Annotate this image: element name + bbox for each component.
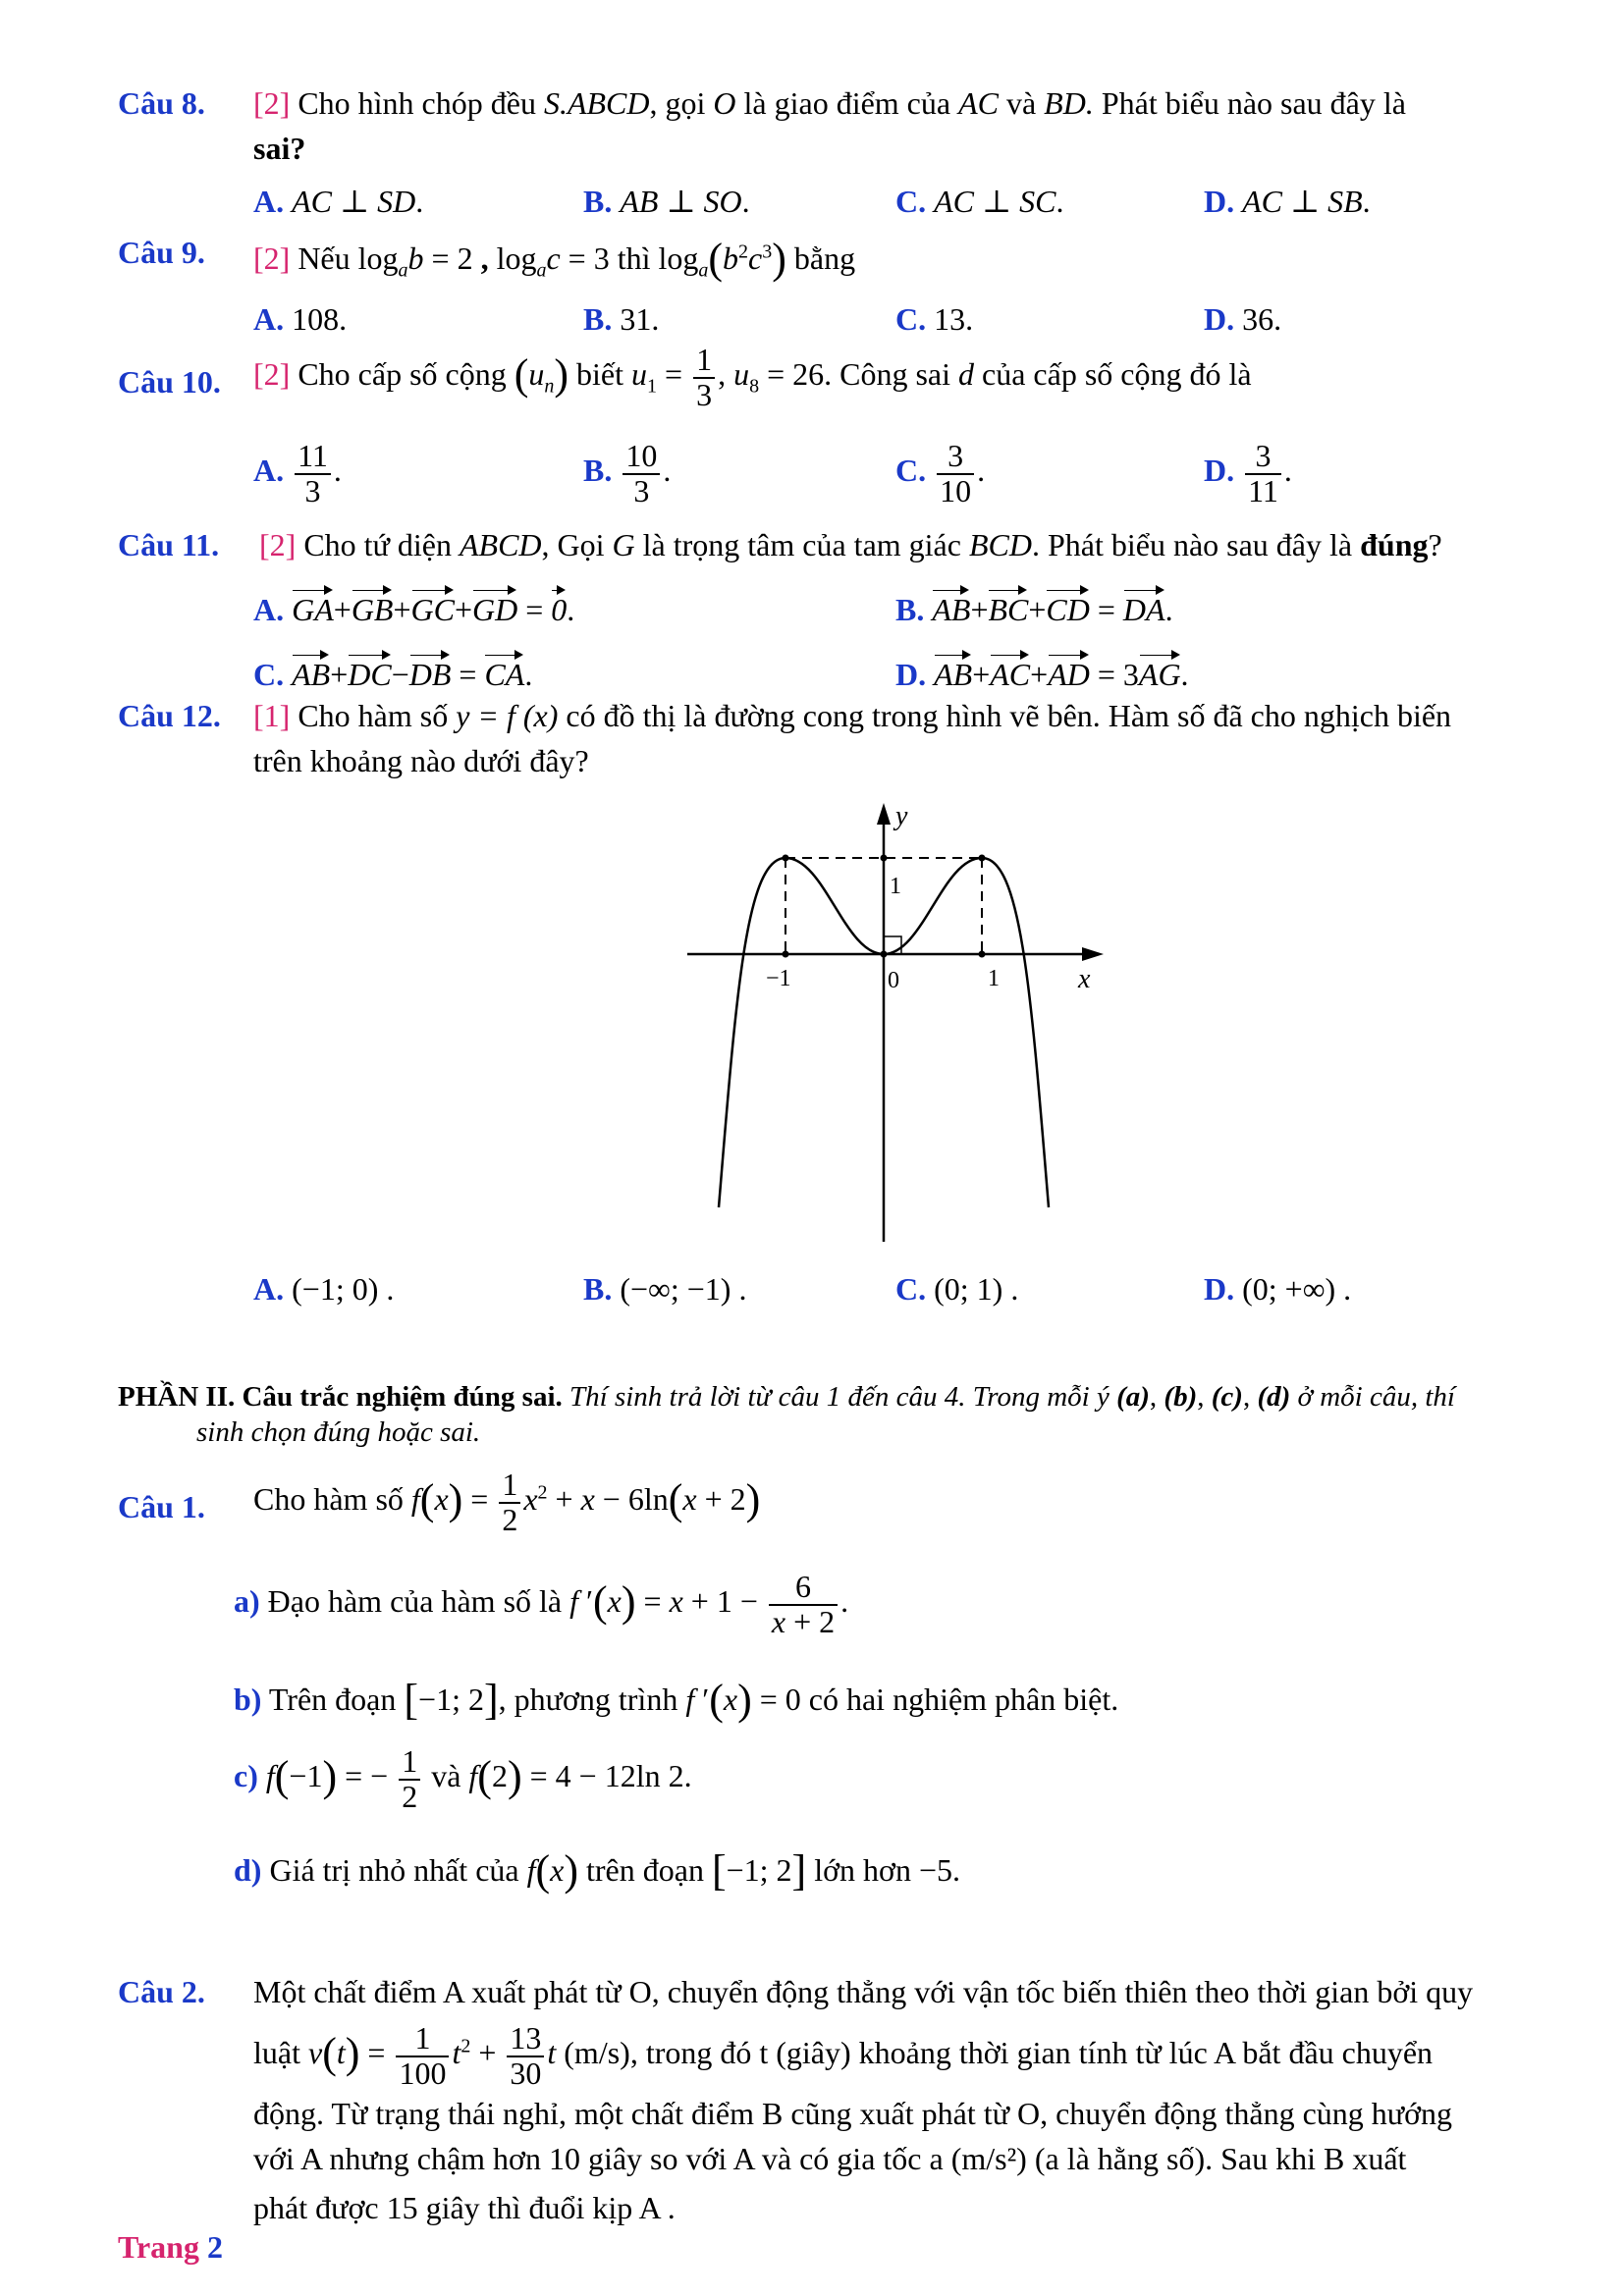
option-b[interactable]: B. 31.: [583, 301, 660, 337]
tick-label: −1: [766, 966, 791, 991]
denominator: 11: [1248, 472, 1278, 508]
text: ?: [1428, 527, 1442, 562]
point: [881, 855, 888, 862]
text: Cho hình chóp đều: [298, 85, 536, 121]
part2-instructions-2: sinh chọn đúng hoặc sai.: [196, 1416, 481, 1448]
option-label: C.: [253, 657, 285, 692]
option-d[interactable]: D. (0; +∞) .: [1204, 1271, 1352, 1307]
question-line: [253, 2022, 1433, 2090]
page-footer: [118, 2228, 223, 2266]
question-12: [118, 697, 221, 734]
statement-text: lớn hơn −5.: [814, 1852, 960, 1888]
option-b[interactable]: B. (−∞; −1) .: [583, 1271, 747, 1307]
x-axis-arrow: [1082, 947, 1104, 961]
question-10: [118, 363, 221, 400]
text: và: [1005, 85, 1037, 121]
text: Nếu: [298, 240, 351, 276]
option-a[interactable]: A. $\frac{11}{3}$ .: [253, 438, 342, 508]
option-text: AC ⊥ SD: [292, 184, 416, 219]
option-label: A.: [253, 452, 285, 488]
text: (d): [1257, 1381, 1291, 1413]
option-label: C.: [895, 184, 927, 219]
math: AC: [958, 85, 999, 121]
point: [881, 951, 888, 958]
level-tag: [2]: [253, 240, 291, 276]
option-text: 31: [620, 301, 652, 337]
fraction: [1245, 440, 1281, 507]
option-b[interactable]: [895, 587, 1173, 628]
question-9-text: [253, 234, 855, 286]
option-label: D.: [1204, 301, 1235, 337]
question-11-text: [259, 526, 1442, 563]
option-d[interactable]: D. $\frac{3}{11}$ .: [1204, 438, 1292, 508]
text: thì: [617, 240, 651, 276]
math: [−1; 2]: [404, 1676, 499, 1724]
math: f(x): [526, 1846, 578, 1895]
question-line: Một chất điểm A xuất phát từ O, chuyển động thẳng với vận tốc biến thiên theo thời gian bởi quy: [253, 1974, 1474, 2009]
y-axis-label: y: [895, 801, 908, 831]
text: của cấp số cộng đó là: [982, 355, 1252, 392]
statement-text: trên đoạn: [586, 1852, 704, 1888]
text: có đồ thị là đường cong trong hình vẽ bên. Hàm số đã cho nghịch biến: [566, 698, 1452, 733]
math: BD.: [1044, 85, 1094, 121]
fraction: [623, 440, 660, 507]
question-number: Câu 11.: [118, 527, 220, 562]
question-11: [118, 526, 219, 563]
question-number: Câu 8.: [118, 85, 205, 121]
statement-d[interactable]: [234, 1845, 960, 1897]
statement-label: d): [234, 1852, 262, 1888]
math: f(x) = $\frac{1}{2}$ $x^2 + x - 6\ln(x + 2)$: [410, 1467, 761, 1537]
text: (b): [1164, 1381, 1198, 1413]
option-d[interactable]: [895, 652, 1189, 693]
math: f ′(x) = x + 1 − $\frac{6}{x + 2}$ .: [569, 1569, 849, 1639]
footer-label: Trang: [118, 2229, 199, 2265]
x-axis-label: x: [1078, 964, 1091, 994]
question-8-text: [253, 84, 1406, 122]
option-label: A.: [253, 301, 285, 337]
math: [−1; 2]: [711, 1846, 807, 1895]
text: , Gọi: [541, 527, 605, 562]
statement-text: Giá trị nhỏ nhất của: [269, 1852, 519, 1888]
text: là trọng tâm của tam giác: [642, 527, 961, 562]
fraction: [937, 440, 974, 507]
question-number: Câu 9.: [118, 235, 205, 270]
level-tag: [2]: [253, 355, 291, 392]
option-d[interactable]: D. AC ⊥ SB.: [1204, 184, 1371, 219]
option-text: AC ⊥ SB: [1242, 184, 1363, 219]
option-b[interactable]: B. $\frac{10}{3}$ .: [583, 438, 672, 508]
option-label: A.: [253, 592, 285, 627]
question-number: Câu 2.: [118, 1974, 205, 2009]
option-label: B.: [583, 452, 613, 488]
option-text: GA+GB+GC+GD = 0.: [292, 592, 574, 627]
point: [783, 855, 789, 862]
option-label: A.: [253, 1271, 285, 1307]
tick-label: 1: [988, 966, 1000, 991]
statement-a[interactable]: [234, 1571, 848, 1638]
point: [979, 855, 986, 862]
math: $\log_a(b^2c^3)$: [658, 235, 786, 283]
section-title: PHẦN II. Câu trắc nghiệm đúng sai.: [118, 1381, 563, 1413]
option-c[interactable]: C. 13.: [895, 301, 974, 337]
text: (m/s), trong đó t (giây) khoảng thời gian tính từ lúc A bắt đầu chuyển: [564, 2034, 1434, 2070]
option-c[interactable]: C. $\frac{3}{10}$ .: [895, 438, 986, 508]
option-text: 108: [292, 301, 340, 337]
statement-text: , phương trình: [498, 1682, 678, 1717]
fraction: [295, 440, 331, 507]
option-label: C.: [895, 1271, 927, 1307]
point: [979, 951, 986, 958]
text: , gọi: [649, 85, 706, 121]
math: ABCD: [459, 527, 542, 562]
question-line: với A nhưng chậm hơn 10 giây so với A và có gia tốc a (m/s²) (a là hằng số). Sau khi B xuất: [253, 2141, 1407, 2176]
option-label: D.: [1204, 1271, 1235, 1307]
numerator: 3: [1245, 440, 1281, 475]
option-label: B.: [895, 592, 925, 627]
math: d: [958, 355, 974, 392]
option-label: B.: [583, 184, 613, 219]
question-line: động. Từ trạng thái nghỉ, một chất điểm B cũng xuất phát từ O, chuyển động thẳng cùng hướng: [253, 2096, 1453, 2131]
level-tag: [1]: [253, 698, 291, 733]
option-a[interactable]: A. AC ⊥ SD.: [253, 184, 424, 219]
emphasis: đúng: [1360, 527, 1429, 562]
statement-text: và: [431, 1757, 461, 1793]
text: Phát biểu nào sau đây là: [1101, 85, 1406, 121]
math: f(2) = 4 − 12ln 2.: [468, 1751, 692, 1800]
option-text: 36: [1242, 301, 1274, 337]
part2-question-2: [118, 1973, 205, 2010]
math: $\log_ab = 2$ , $\log_ac = 3$: [357, 240, 610, 282]
question-12-text-2: trên khoảng nào dưới đây?: [253, 743, 589, 778]
text: Cho hàm số: [253, 1480, 404, 1517]
instructions: Thí sinh trả lời từ câu 1 đến câu 4. Trong mỗi ý: [569, 1381, 1110, 1413]
option-label: B.: [583, 301, 613, 337]
option-a[interactable]: A. (−1; 0) .: [253, 1271, 395, 1307]
math: BCD: [968, 527, 1032, 562]
tick-label: 1: [890, 874, 901, 899]
option-b[interactable]: B. AB ⊥ SO.: [583, 184, 750, 219]
statement-text: Trên đoạn: [268, 1682, 397, 1717]
option-label: D.: [1204, 184, 1235, 219]
function-graph: [677, 795, 1110, 1247]
denominator: 10: [940, 472, 972, 508]
math: G: [612, 527, 635, 562]
statement-text: Đạo hàm của hàm số là: [267, 1582, 563, 1619]
y-axis-arrow: [877, 803, 891, 825]
option-text: (0; 1): [934, 1271, 1003, 1307]
numerator: 11: [295, 440, 331, 475]
numerator: 10: [623, 440, 660, 475]
text: . Phát biểu nào sau đây là: [1031, 527, 1353, 562]
statement-b[interactable]: [234, 1675, 1118, 1727]
part2-question-1-text: [253, 1468, 760, 1536]
option-text: (−1; 0): [292, 1271, 379, 1307]
option-text: AB ⊥ SO: [620, 184, 742, 219]
text: Cho cấp số cộng: [298, 355, 507, 392]
tick-label: 0: [888, 968, 899, 993]
question-10-text: [253, 344, 1252, 411]
statement-text: có hai nghiệm phân biệt.: [808, 1682, 1119, 1717]
text: luật: [253, 2034, 300, 2070]
option-text: 13: [934, 301, 966, 337]
math: S.ABCD: [543, 85, 650, 121]
option-c[interactable]: [253, 652, 532, 693]
option-text: (−∞; −1): [620, 1271, 731, 1307]
option-label: B.: [583, 1271, 613, 1307]
statement-label: b): [234, 1682, 262, 1717]
numerator: 3: [937, 440, 974, 475]
option-a[interactable]: [253, 587, 574, 628]
level-tag: [2]: [253, 85, 291, 121]
page-number: 2: [206, 2229, 223, 2265]
question-8: [118, 84, 205, 122]
level-tag: [2]: [259, 527, 297, 562]
option-label: C.: [895, 301, 927, 337]
math: f ′(x) = 0: [685, 1676, 801, 1724]
math: $u_1$ = $\frac{1}{3}$ , $u_8 = 26$: [631, 342, 825, 412]
text: (a): [1116, 1381, 1150, 1413]
option-text: AB+AC+AD = 3AG.: [934, 657, 1188, 692]
statement-label: c): [234, 1757, 258, 1793]
question-9: [118, 234, 205, 271]
option-c[interactable]: C. AC ⊥ SC.: [895, 184, 1064, 219]
option-text: AB+BC+CD = DA.: [932, 592, 1172, 627]
option-a[interactable]: A. 108.: [253, 301, 348, 337]
text: . Công sai: [824, 355, 950, 392]
instructions: ở mỗi câu, thí: [1297, 1381, 1455, 1413]
statement-c[interactable]: [234, 1745, 692, 1813]
option-label: D.: [895, 657, 927, 692]
math: v(t) = $\frac{1}{100}$ $t^2$ + $\frac{13}{30}$ t: [307, 2020, 557, 2091]
option-label: C.: [895, 452, 927, 488]
question-8-text-2: sai?: [253, 131, 306, 166]
text: biết: [576, 355, 624, 392]
text: là giao điểm của: [743, 85, 951, 121]
part2-question-1: [118, 1488, 205, 1525]
option-d[interactable]: D. 36.: [1204, 301, 1282, 337]
part2-heading: PHẦN II. Câu trắc nghiệm đúng sai. Thí sinh trả lời từ câu 1 đến câu 4. Trong mỗi ý (a), (b), (c), (d) ở mỗi câu, thí: [118, 1381, 1455, 1413]
denominator: 3: [633, 472, 650, 508]
math: O: [713, 85, 736, 121]
text: (c): [1211, 1381, 1243, 1413]
option-text: (0; +∞): [1242, 1271, 1336, 1307]
question-12-text: [253, 697, 1451, 734]
option-label: A.: [253, 184, 285, 219]
option-c[interactable]: C. (0; 1) .: [895, 1271, 1019, 1307]
option-text: AC ⊥ SC: [934, 184, 1056, 219]
math: $(u_n)$: [514, 349, 569, 399]
statement-label: a): [234, 1582, 260, 1619]
point: [783, 951, 789, 958]
math: y = f (x): [456, 698, 559, 733]
text: bằng: [793, 240, 856, 276]
option-text: AB+DC−DB = CA.: [292, 657, 532, 692]
text: Cho hàm số: [298, 698, 449, 733]
option-label: D.: [1204, 452, 1235, 488]
question-line: phát được 15 giây thì đuổi kịp A .: [253, 2190, 676, 2225]
text: Cho tứ diện: [303, 527, 452, 562]
question-number: Câu 10.: [118, 364, 221, 400]
question-number: Câu 12.: [118, 698, 221, 733]
math: f(−1) = − $\frac{1}{2}$: [266, 1758, 423, 1793]
denominator: 3: [304, 472, 321, 508]
question-number: Câu 1.: [118, 1489, 205, 1524]
